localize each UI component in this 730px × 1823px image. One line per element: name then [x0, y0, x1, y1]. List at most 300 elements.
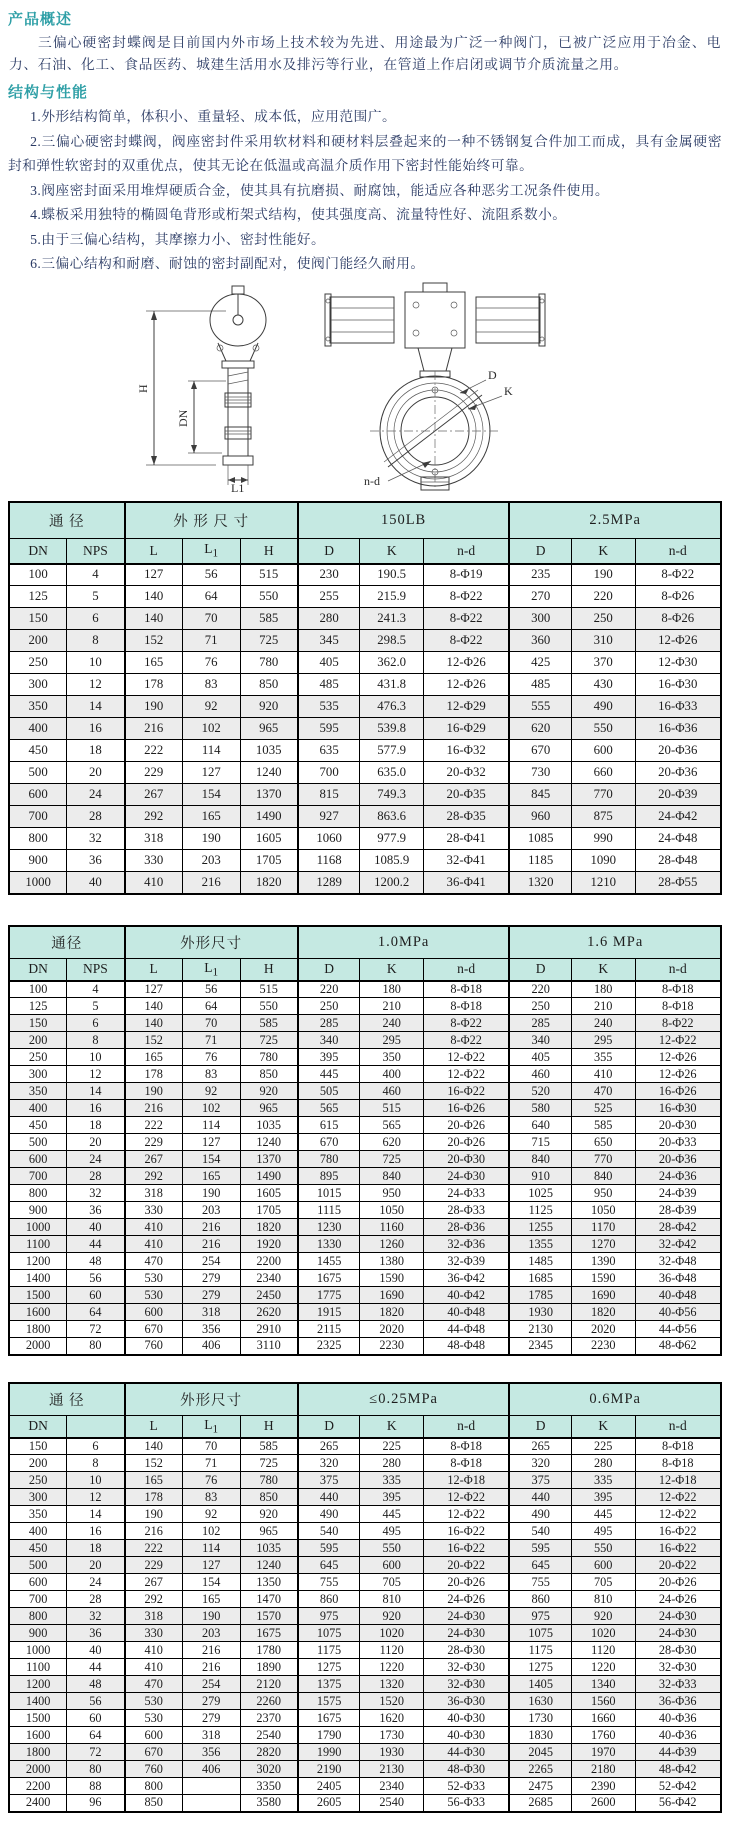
- table-cell: 8-Φ22: [423, 586, 509, 608]
- table-cell: 210: [360, 998, 424, 1015]
- table-cell: 525: [571, 1100, 635, 1117]
- table-cell: 254: [182, 1253, 240, 1270]
- table-cell: 8-Φ22: [423, 630, 509, 652]
- table-cell: 24-Φ30: [635, 1625, 721, 1642]
- table-cell: 16-Φ22: [635, 1523, 721, 1540]
- table-cell: 24: [67, 784, 125, 806]
- table-cell: 83: [182, 1066, 240, 1083]
- table-cell: 1050: [360, 1202, 424, 1219]
- table-cell: 240: [571, 1015, 635, 1032]
- table-cell: 222: [125, 740, 183, 762]
- column-header: K: [360, 1416, 424, 1438]
- table-row: [9, 1608, 721, 1625]
- table-cell: 96: [67, 1795, 125, 1812]
- table-cell: 2540: [240, 1727, 298, 1744]
- table-row: [9, 1338, 721, 1355]
- column-group-header: 150LB: [298, 502, 510, 539]
- dimension-label-k: K: [504, 383, 513, 398]
- table-cell: 48-Φ62: [635, 1338, 721, 1355]
- column-header: n-d: [635, 1416, 721, 1438]
- table-cell: 410: [125, 1236, 183, 1253]
- table-cell: 2600: [571, 1795, 635, 1812]
- table-cell: 76: [182, 652, 240, 674]
- table-cell: 2265: [509, 1761, 571, 1778]
- table-cell: 24: [67, 1574, 125, 1591]
- table-cell: 24-Φ26: [635, 1591, 721, 1608]
- table-cell: 250: [9, 652, 67, 674]
- dimensions-table-150lb-2.5mpa: [8, 501, 722, 895]
- table-cell: 360: [509, 630, 571, 652]
- table-cell: 1605: [240, 1185, 298, 1202]
- table-cell: 550: [571, 1540, 635, 1557]
- table-cell: 585: [240, 1015, 298, 1032]
- table-cell: 318: [125, 1185, 183, 1202]
- table-cell: 1240: [240, 1557, 298, 1574]
- table-cell: 18: [67, 740, 125, 762]
- table-cell: 125: [9, 586, 67, 608]
- table-gap: [0, 1356, 730, 1382]
- table-cell: 1600: [9, 1727, 67, 1744]
- table-row: [9, 1219, 721, 1236]
- table-cell: 2045: [509, 1744, 571, 1761]
- column-header: L: [125, 1416, 183, 1438]
- table-cell: 405: [509, 1049, 571, 1066]
- table-cell: 2190: [298, 1761, 360, 1778]
- table-cell: 32: [67, 1608, 125, 1625]
- table-cell: 620: [509, 718, 571, 740]
- table-cell: [182, 1778, 240, 1795]
- table-cell: 216: [125, 1523, 183, 1540]
- table-cell: 24-Φ30: [635, 1608, 721, 1625]
- table-cell: 203: [182, 850, 240, 872]
- table-cell: 577.9: [360, 740, 424, 762]
- table-cell: 2000: [9, 1338, 67, 1355]
- table-cell: 1168: [298, 850, 360, 872]
- column-header: D: [298, 1416, 360, 1438]
- table-cell: 1170: [571, 1219, 635, 1236]
- table-cell: 965: [240, 718, 298, 740]
- table-cell: 460: [509, 1066, 571, 1083]
- table-cell: 445: [298, 1066, 360, 1083]
- table-cell: 470: [125, 1676, 183, 1693]
- table-cell: 300: [9, 1066, 67, 1083]
- table-cell: 1915: [298, 1304, 360, 1321]
- table-cell: 1785: [509, 1287, 571, 1304]
- table-group-header-row: [9, 926, 721, 959]
- table-cell: 52-Φ33: [423, 1778, 509, 1795]
- table-row: [9, 1321, 721, 1338]
- table-cell: 620: [360, 1134, 424, 1151]
- table-cell: 12: [67, 1066, 125, 1083]
- table-cell: 356: [182, 1321, 240, 1338]
- features-section-title: 结构与性能: [8, 85, 89, 101]
- table-cell: 2200: [9, 1778, 67, 1795]
- table-cell: 12-Φ26: [635, 1066, 721, 1083]
- table-cell: 140: [125, 586, 183, 608]
- table-cell: [182, 1795, 240, 1812]
- table-cell: 200: [9, 1455, 67, 1472]
- table-cell: 1355: [509, 1236, 571, 1253]
- table-cell: 154: [182, 784, 240, 806]
- table-cell: 20-Φ26: [423, 1117, 509, 1134]
- table-cell: 4: [67, 564, 125, 586]
- table-cell: 550: [571, 718, 635, 740]
- table-cell: 44: [67, 1236, 125, 1253]
- dimension-label-nd: n-d: [364, 473, 380, 488]
- table-cell: 410: [125, 1642, 183, 1659]
- table-cell: 595: [298, 1540, 360, 1557]
- table-cell: 1210: [571, 872, 635, 894]
- table-row: [9, 1727, 721, 1744]
- table-cell: 840: [509, 1151, 571, 1168]
- table-cell: 1125: [509, 1202, 571, 1219]
- table-cell: 8-Φ26: [635, 586, 721, 608]
- table-cell: 1600: [9, 1304, 67, 1321]
- overview-paragraph: 三偏心硬密封蝶阀是目前国内外市场上技术较为先进、用途最为广泛一种阀门，已被广泛应用于冶金、电力、石油、化工、食品医药、城建生活用水及排污等行业，在管道上作启闭或调节介质流量之用。: [9, 35, 721, 72]
- table-cell: 725: [240, 630, 298, 652]
- table-cell: 280: [298, 608, 360, 630]
- table-cell: 190: [182, 1608, 240, 1625]
- table-cell: 8-Φ18: [423, 998, 509, 1015]
- table-cell: 32-Φ30: [423, 1676, 509, 1693]
- table-cell: 254: [182, 1676, 240, 1693]
- table-cell: 76: [182, 1049, 240, 1066]
- feature-item-3: 3.阀座密封面采用堆焊硬质合金，使其具有抗磨损、耐腐蚀，能适应各种恶劣工况条件使用。: [30, 182, 610, 198]
- table-cell: 450: [9, 1117, 67, 1134]
- column-header: DN: [9, 539, 67, 564]
- feature-item-5: 5.由于三偏心结构，其摩擦力小、密封性能好。: [30, 231, 326, 247]
- table-cell: 32-Φ33: [635, 1676, 721, 1693]
- table-cell: 12-Φ26: [423, 674, 509, 696]
- table-cell: 340: [298, 1032, 360, 1049]
- table-cell: 154: [182, 1151, 240, 1168]
- feature-item-6: 6.三偏心结构和耐磨、耐蚀的密封副配对，使阀门能经久耐用。: [30, 256, 425, 271]
- table-cell: 635: [298, 740, 360, 762]
- column-header: [67, 1416, 125, 1438]
- table-cell: 250: [9, 1472, 67, 1489]
- table-cell: 355: [571, 1049, 635, 1066]
- table-cell: 16: [67, 718, 125, 740]
- table-cell: 222: [125, 1117, 183, 1134]
- table-cell: 140: [125, 1438, 183, 1455]
- table-cell: 520: [509, 1083, 571, 1100]
- table-cell: 1230: [298, 1219, 360, 1236]
- table-cell: 350: [9, 1083, 67, 1100]
- table-cell: 1020: [360, 1625, 424, 1642]
- table-cell: 1160: [360, 1219, 424, 1236]
- table-cell: 267: [125, 784, 183, 806]
- table-cell: 165: [125, 1472, 183, 1489]
- table-cell: 400: [9, 1100, 67, 1117]
- table-cell: 12-Φ22: [635, 1032, 721, 1049]
- table-cell: 190: [125, 1083, 183, 1100]
- table-cell: 1400: [9, 1270, 67, 1287]
- column-header: H: [240, 959, 298, 981]
- table-cell: 770: [571, 1151, 635, 1168]
- table-cell: 222: [125, 1540, 183, 1557]
- table-cell: 585: [571, 1117, 635, 1134]
- table-cell: 700: [298, 762, 360, 784]
- table-row: [9, 981, 721, 998]
- table-cell: 1630: [509, 1693, 571, 1710]
- table-cell: 1790: [298, 1727, 360, 1744]
- table-cell: 350: [9, 1506, 67, 1523]
- table-cell: 920: [571, 1608, 635, 1625]
- table-cell: 1015: [298, 1185, 360, 1202]
- table-cell: 20-Φ30: [423, 1151, 509, 1168]
- table-cell: 1690: [571, 1287, 635, 1304]
- table-cell: 140: [125, 998, 183, 1015]
- table-cell: 1330: [298, 1236, 360, 1253]
- table-cell: 977.9: [360, 828, 424, 850]
- table-cell: 40-Φ48: [635, 1287, 721, 1304]
- column-header: H: [240, 1416, 298, 1438]
- table-cell: 40-Φ48: [423, 1304, 509, 1321]
- column-group-header: 2.5MPa: [509, 502, 721, 539]
- table-row: [9, 564, 721, 586]
- table-cell: 152: [125, 630, 183, 652]
- table-cell: 16-Φ26: [635, 1083, 721, 1100]
- table-cell: 395: [360, 1489, 424, 1506]
- table-cell: 44-Φ48: [423, 1321, 509, 1338]
- table-cell: 280: [360, 1455, 424, 1472]
- table-row: [9, 696, 721, 718]
- table-cell: 216: [182, 1236, 240, 1253]
- table-cell: 165: [125, 652, 183, 674]
- table-cell: 1775: [298, 1287, 360, 1304]
- table-cell: 180: [571, 981, 635, 998]
- table-row: [9, 1236, 721, 1253]
- table-cell: 1560: [571, 1693, 635, 1710]
- table-cell: 2820: [240, 1744, 298, 1761]
- table-cell: 14: [67, 1083, 125, 1100]
- column-group-header: 通 径: [9, 502, 125, 539]
- table-row: [9, 1049, 721, 1066]
- table-cell: 24-Φ42: [635, 806, 721, 828]
- table-cell: 92: [182, 1506, 240, 1523]
- table-cell: 1455: [298, 1253, 360, 1270]
- table-cell: 1800: [9, 1321, 67, 1338]
- table-cell: 725: [240, 1032, 298, 1049]
- table-cell: 32-Φ30: [635, 1659, 721, 1676]
- table-cell: 1275: [509, 1659, 571, 1676]
- table-cell: 1830: [509, 1727, 571, 1744]
- table-cell: 1120: [571, 1642, 635, 1659]
- table-cell: 1200: [9, 1253, 67, 1270]
- table-row: [9, 1100, 721, 1117]
- column-group-header: ≤0.25MPa: [298, 1383, 510, 1416]
- column-group-header: 0.6MPa: [509, 1383, 721, 1416]
- table-cell: 1185: [509, 850, 571, 872]
- table-cell: 16-Φ22: [635, 1540, 721, 1557]
- table-cell: 28-Φ35: [423, 806, 509, 828]
- table-column-header-row: [9, 539, 721, 564]
- table-row: [9, 1540, 721, 1557]
- dimension-label-h: H: [136, 383, 150, 393]
- table-cell: 875: [571, 806, 635, 828]
- table-cell: 670: [298, 1134, 360, 1151]
- table-cell: 20-Φ39: [635, 784, 721, 806]
- table-cell: 2540: [360, 1795, 424, 1812]
- table-cell: 71: [182, 630, 240, 652]
- table-cell: 965: [240, 1523, 298, 1540]
- table-cell: 24-Φ30: [423, 1168, 509, 1185]
- table-cell: 40-Φ30: [423, 1727, 509, 1744]
- table-cell: 780: [240, 1049, 298, 1066]
- table-cell: 485: [509, 674, 571, 696]
- table-cell: 36-Φ30: [423, 1693, 509, 1710]
- table-cell: 1490: [240, 1168, 298, 1185]
- table-cell: 20-Φ36: [635, 740, 721, 762]
- table-cell: 24-Φ39: [635, 1185, 721, 1202]
- overview-section-title: 产品概述: [8, 12, 73, 28]
- table-cell: 2200: [240, 1253, 298, 1270]
- table-cell: 585: [240, 1438, 298, 1455]
- table-cell: 430: [571, 674, 635, 696]
- table-cell: 3580: [240, 1795, 298, 1812]
- table-gap: [0, 895, 730, 925]
- table-cell: 530: [125, 1710, 183, 1727]
- table-cell: 1820: [240, 1219, 298, 1236]
- table-cell: 1660: [571, 1710, 635, 1727]
- table-cell: 8-Φ22: [423, 608, 509, 630]
- table-cell: 2405: [298, 1778, 360, 1795]
- column-header: n-d: [423, 539, 509, 564]
- table-cell: 20-Φ35: [423, 784, 509, 806]
- table-cell: 405: [298, 652, 360, 674]
- table-cell: 210: [571, 998, 635, 1015]
- table-cell: 1490: [240, 806, 298, 828]
- table-row: [9, 1489, 721, 1506]
- table-cell: 400: [360, 1066, 424, 1083]
- table-cell: 71: [182, 1032, 240, 1049]
- table-row: [9, 1625, 721, 1642]
- table-cell: 180: [360, 981, 424, 998]
- table-cell: 114: [182, 1540, 240, 1557]
- table-cell: 1675: [298, 1270, 360, 1287]
- table-cell: 2000: [9, 1761, 67, 1778]
- table-cell: 840: [571, 1168, 635, 1185]
- column-header: n-d: [635, 959, 721, 981]
- table-cell: 645: [298, 1557, 360, 1574]
- table-cell: 12: [67, 1489, 125, 1506]
- table-cell: 1240: [240, 1134, 298, 1151]
- table-cell: 48-Φ42: [635, 1761, 721, 1778]
- table-cell: 540: [509, 1523, 571, 1540]
- table-cell: 24-Φ48: [635, 828, 721, 850]
- table-cell: 215.9: [360, 586, 424, 608]
- table-cell: 16-Φ36: [635, 718, 721, 740]
- table-cell: 216: [125, 718, 183, 740]
- table-cell: 375: [509, 1472, 571, 1489]
- table-row: [9, 1134, 721, 1151]
- table-cell: 700: [9, 806, 67, 828]
- table-cell: 600: [9, 1574, 67, 1591]
- table-cell: 640: [509, 1117, 571, 1134]
- table-cell: 32-Φ36: [423, 1236, 509, 1253]
- table-cell: 295: [360, 1032, 424, 1049]
- column-header: NPS: [67, 539, 125, 564]
- table-cell: 990: [571, 828, 635, 850]
- table-cell: 8-Φ19: [423, 564, 509, 586]
- table-cell: 178: [125, 1489, 183, 1506]
- table-cell: 8-Φ18: [635, 998, 721, 1015]
- table-cell: 32: [67, 1185, 125, 1202]
- table-cell: 36-Φ42: [423, 1270, 509, 1287]
- table-cell: 1085: [509, 828, 571, 850]
- table-cell: 12-Φ22: [635, 1489, 721, 1506]
- table-cell: 229: [125, 1134, 183, 1151]
- table-cell: 539.8: [360, 718, 424, 740]
- table-row: [9, 872, 721, 894]
- table-cell: 70: [182, 1438, 240, 1455]
- table-cell: 48: [67, 1676, 125, 1693]
- table-cell: 114: [182, 1117, 240, 1134]
- table-cell: 300: [509, 608, 571, 630]
- table-cell: 1340: [571, 1676, 635, 1693]
- table-cell: 36: [67, 850, 125, 872]
- table-cell: 292: [125, 1591, 183, 1608]
- table-cell: 600: [125, 1304, 183, 1321]
- table-cell: 265: [298, 1438, 360, 1455]
- table-cell: 530: [125, 1287, 183, 1304]
- column-header: $L_1$: [182, 1416, 240, 1438]
- table-cell: 165: [182, 1591, 240, 1608]
- column-header: DN: [9, 959, 67, 981]
- table-row: [9, 806, 721, 828]
- table-cell: 140: [125, 608, 183, 630]
- table-row: [9, 1778, 721, 1795]
- table-cell: 2475: [509, 1778, 571, 1795]
- table-cell: 700: [9, 1168, 67, 1185]
- table-cell: 900: [9, 1625, 67, 1642]
- table-cell: 515: [360, 1100, 424, 1117]
- table-cell: 1390: [571, 1253, 635, 1270]
- table-cell: 12-Φ22: [423, 1049, 509, 1066]
- table-cell: 406: [182, 1338, 240, 1355]
- table-cell: 24-Φ30: [423, 1625, 509, 1642]
- table-cell: 28-Φ30: [635, 1642, 721, 1659]
- table-row: [9, 1117, 721, 1134]
- table-cell: 960: [509, 806, 571, 828]
- table-cell: 28-Φ55: [635, 872, 721, 894]
- table-cell: 28-Φ33: [423, 1202, 509, 1219]
- table-cell: 40-Φ30: [423, 1710, 509, 1727]
- table-cell: 20-Φ36: [635, 1151, 721, 1168]
- table-cell: 40-Φ36: [635, 1710, 721, 1727]
- table-cell: 470: [125, 1253, 183, 1270]
- table-cell: 505: [298, 1083, 360, 1100]
- table-cell: 730: [509, 762, 571, 784]
- table-row: [9, 1185, 721, 1202]
- table-cell: 840: [360, 1168, 424, 1185]
- valve-technical-drawing: [0, 281, 730, 493]
- table-cell: 12-Φ22: [635, 1506, 721, 1523]
- table-cell: 565: [360, 1117, 424, 1134]
- table-cell: 580: [509, 1100, 571, 1117]
- table-cell: 1990: [298, 1744, 360, 1761]
- table-cell: 40-Φ36: [635, 1727, 721, 1744]
- table-cell: 2230: [360, 1338, 424, 1355]
- table-cell: 32-Φ30: [423, 1659, 509, 1676]
- table-cell: 165: [182, 1168, 240, 1185]
- dimension-label-l1: L1: [231, 480, 245, 493]
- table-cell: 16-Φ26: [423, 1100, 509, 1117]
- table-cell: 229: [125, 1557, 183, 1574]
- table-cell: 1085.9: [360, 850, 424, 872]
- table-cell: 240: [360, 1015, 424, 1032]
- table-cell: 2180: [571, 1761, 635, 1778]
